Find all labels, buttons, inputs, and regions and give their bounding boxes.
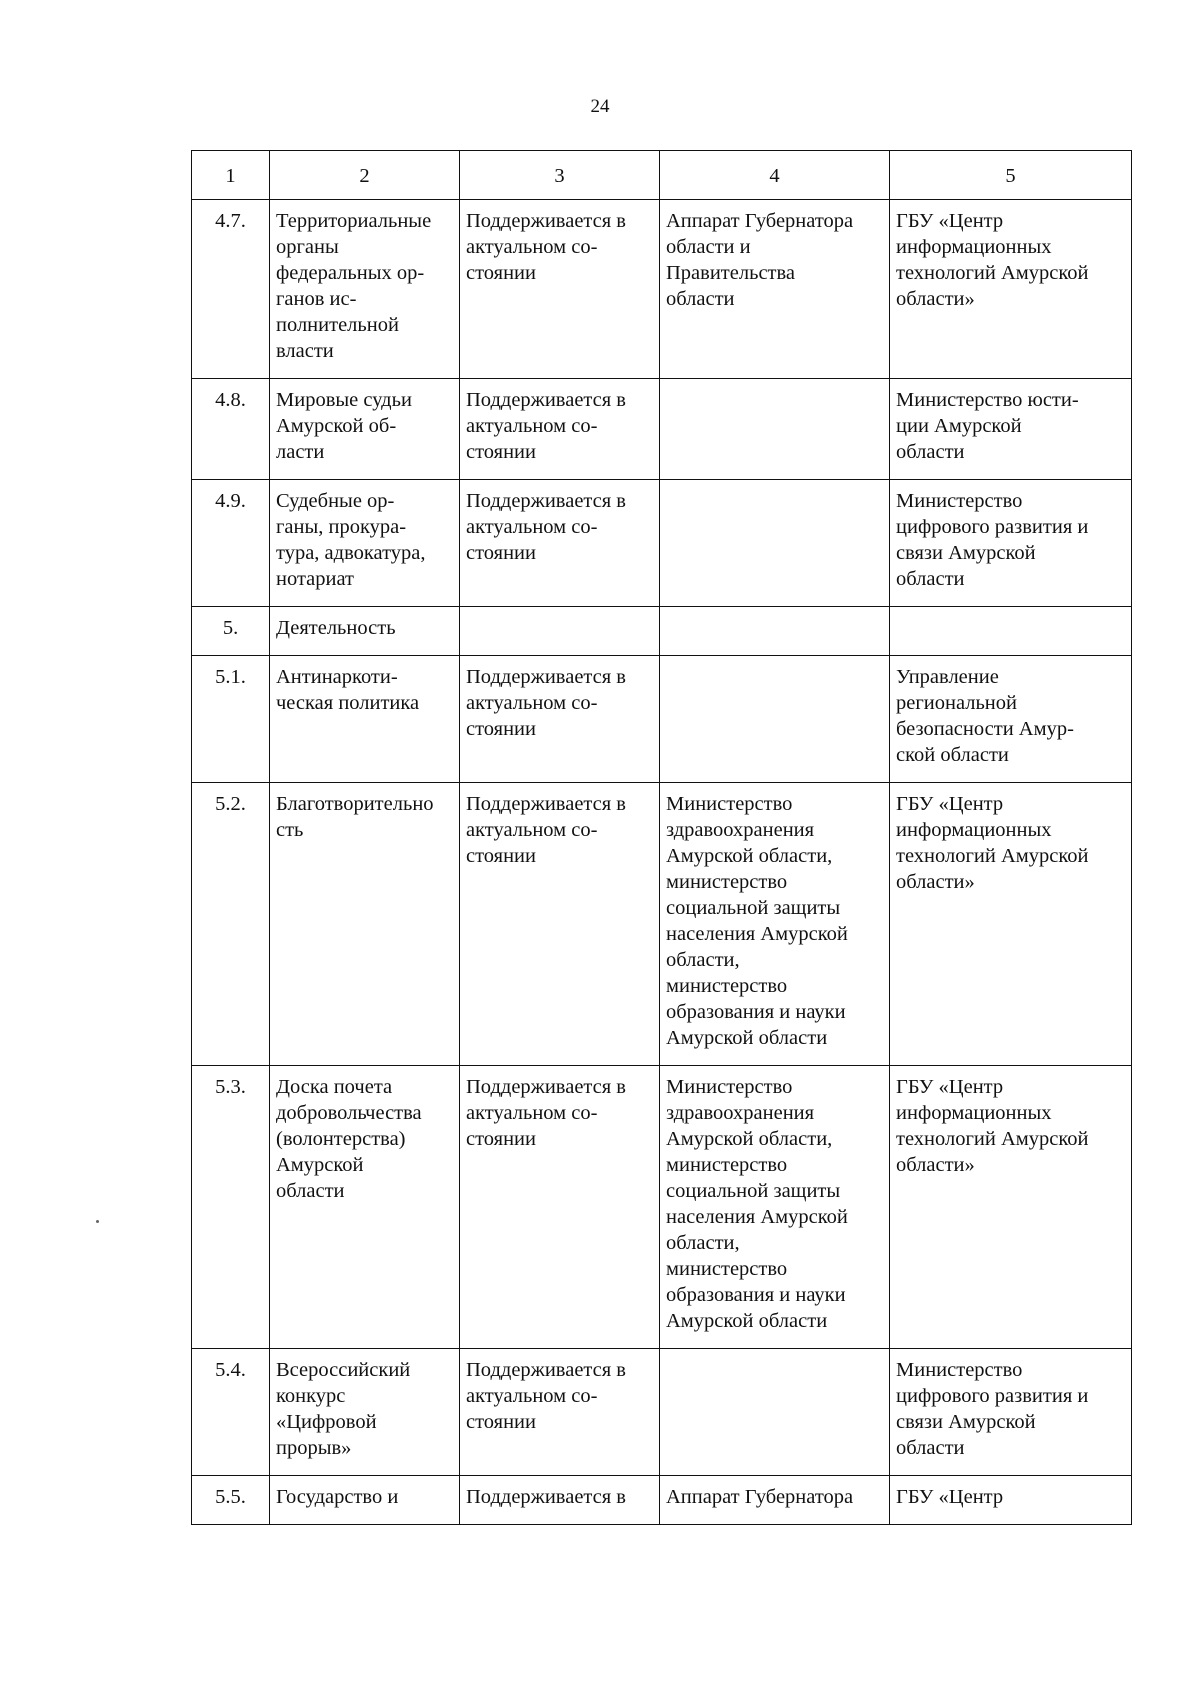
header-cell-1: 1 xyxy=(192,151,270,200)
table-body xyxy=(192,151,1132,1525)
section-name-cell xyxy=(270,1066,460,1349)
registry-table xyxy=(191,150,1132,1525)
section-name-cell-text: Мировые судьи Амурской об- ласти xyxy=(276,389,412,463)
operator-cell-text: Министерство цифрового развития и связи Амурской области xyxy=(896,1359,1089,1459)
table-row xyxy=(192,1476,1132,1525)
provider-cell xyxy=(660,1066,890,1349)
section-name-cell xyxy=(270,607,460,656)
provider-cell xyxy=(660,480,890,607)
section-name-cell-text: Деятельность xyxy=(276,617,396,639)
section-name-cell-text: Благотворительно сть xyxy=(276,793,434,841)
status-cell-text: Поддерживается в актуальном со- стоянии xyxy=(466,210,626,284)
operator-cell xyxy=(890,1476,1132,1525)
status-cell-text: Поддерживается в актуальном со- стоянии xyxy=(466,389,626,463)
table-row xyxy=(192,379,1132,480)
status-cell-text: Поддерживается в актуальном со- стоянии xyxy=(466,1076,626,1150)
section-name-cell-text: Антинаркоти- ческая политика xyxy=(276,666,420,714)
status-cell xyxy=(460,200,660,379)
table-row xyxy=(192,607,1132,656)
section-name-cell xyxy=(270,379,460,480)
row-number-cell xyxy=(192,1476,270,1525)
operator-cell-text: ГБУ «Центр информационных технологий Амурской области» xyxy=(896,210,1089,310)
status-cell xyxy=(460,1066,660,1349)
page-number: 24 xyxy=(590,96,610,117)
row-number-cell xyxy=(192,656,270,783)
table-row xyxy=(192,1066,1132,1349)
operator-cell-text: Министерство цифрового развития и связи Амурской области xyxy=(896,490,1089,590)
operator-cell xyxy=(890,379,1132,480)
header-cell-3: 3 xyxy=(460,151,660,200)
provider-cell-text: Аппарат Губернатора области и Правительства области xyxy=(666,210,854,310)
operator-cell-text: ГБУ «Центр информационных технологий Амурской области» xyxy=(896,1076,1089,1176)
table-row xyxy=(192,1349,1132,1476)
operator-cell-text: Управление региональной безопасности Амур- ской области xyxy=(896,666,1074,766)
provider-cell xyxy=(660,607,890,656)
provider-cell xyxy=(660,379,890,480)
provider-cell-text: Министерство здравоохранения Амурской области, министерство социальной защиты населения Амурской области, министерство образования и науки Амурской области xyxy=(666,793,848,1049)
section-name-cell xyxy=(270,656,460,783)
provider-cell xyxy=(660,1349,890,1476)
section-name-cell xyxy=(270,783,460,1066)
operator-cell xyxy=(890,200,1132,379)
status-cell-text: Поддерживается в xyxy=(466,1486,626,1508)
row-number-cell-text: 5.1. xyxy=(215,666,246,688)
operator-cell-text: ГБУ «Центр информационных технологий Амурской области» xyxy=(896,793,1089,893)
operator-cell xyxy=(890,607,1132,656)
row-number-cell-text: 5.4. xyxy=(215,1359,246,1381)
status-cell-text: Поддерживается в актуальном со- стоянии xyxy=(466,1359,626,1433)
provider-cell xyxy=(660,783,890,1066)
operator-cell-text: Министерство юсти- ции Амурской области xyxy=(896,389,1079,463)
row-number-cell-text: 4.9. xyxy=(215,490,246,512)
row-number-cell xyxy=(192,783,270,1066)
table-row xyxy=(192,783,1132,1066)
section-name-cell-text: Территориальные органы федеральных ор- ганов ис- полнительной власти xyxy=(276,210,432,362)
status-cell-text: Поддерживается в актуальном со- стоянии xyxy=(466,666,626,740)
row-number-cell-text: 5.3. xyxy=(215,1076,246,1098)
status-cell xyxy=(460,656,660,783)
section-name-cell-text: Судебные ор- ганы, прокура- тура, адвокатура, нотариат xyxy=(276,490,426,590)
status-cell xyxy=(460,1476,660,1525)
provider-cell-text: Аппарат Губернатора xyxy=(666,1486,854,1508)
section-name-cell-text: Доска почета добровольчества (волонтерства) Амурской области xyxy=(276,1076,422,1202)
status-cell-text: Поддерживается в актуальном со- стоянии xyxy=(466,490,626,564)
section-name-cell xyxy=(270,1476,460,1525)
row-number-cell xyxy=(192,1066,270,1349)
row-number-cell-text: 4.8. xyxy=(215,389,246,411)
row-number-cell xyxy=(192,607,270,656)
section-name-cell xyxy=(270,480,460,607)
status-cell xyxy=(460,480,660,607)
operator-cell xyxy=(890,656,1132,783)
row-number-cell xyxy=(192,480,270,607)
row-number-cell xyxy=(192,200,270,379)
section-name-cell-text: Государство и xyxy=(276,1486,399,1508)
header-cell-2: 2 xyxy=(270,151,460,200)
table-row xyxy=(192,480,1132,607)
row-number-cell xyxy=(192,1349,270,1476)
row-number-cell-text: 5.5. xyxy=(215,1486,246,1508)
section-name-cell xyxy=(270,200,460,379)
stray-mark xyxy=(96,1220,99,1223)
provider-cell xyxy=(660,200,890,379)
row-number-cell-text: 5. xyxy=(222,617,239,639)
operator-cell xyxy=(890,783,1132,1066)
status-cell xyxy=(460,607,660,656)
row-number-cell-text: 5.2. xyxy=(215,793,246,815)
status-cell xyxy=(460,1349,660,1476)
row-number-cell-text: 4.7. xyxy=(215,210,246,232)
operator-cell xyxy=(890,480,1132,607)
operator-cell-text: ГБУ «Центр xyxy=(896,1486,1004,1508)
status-cell xyxy=(460,783,660,1066)
operator-cell xyxy=(890,1066,1132,1349)
row-number-cell xyxy=(192,379,270,480)
section-name-cell xyxy=(270,1349,460,1476)
provider-cell xyxy=(660,1476,890,1525)
operator-cell xyxy=(890,1349,1132,1476)
table-header-row xyxy=(192,151,1132,200)
provider-cell-text: Министерство здравоохранения Амурской области, министерство социальной защиты населения Амурской области, министерство образования и науки Амурской области xyxy=(666,1076,848,1332)
header-cell-4: 4 xyxy=(660,151,890,200)
section-name-cell-text: Всероссийский конкурс «Цифровой прорыв» xyxy=(276,1359,411,1459)
table-row xyxy=(192,200,1132,379)
status-cell xyxy=(460,379,660,480)
status-cell-text: Поддерживается в актуальном со- стоянии xyxy=(466,793,626,867)
table-row xyxy=(192,656,1132,783)
header-cell-5: 5 xyxy=(890,151,1132,200)
provider-cell xyxy=(660,656,890,783)
